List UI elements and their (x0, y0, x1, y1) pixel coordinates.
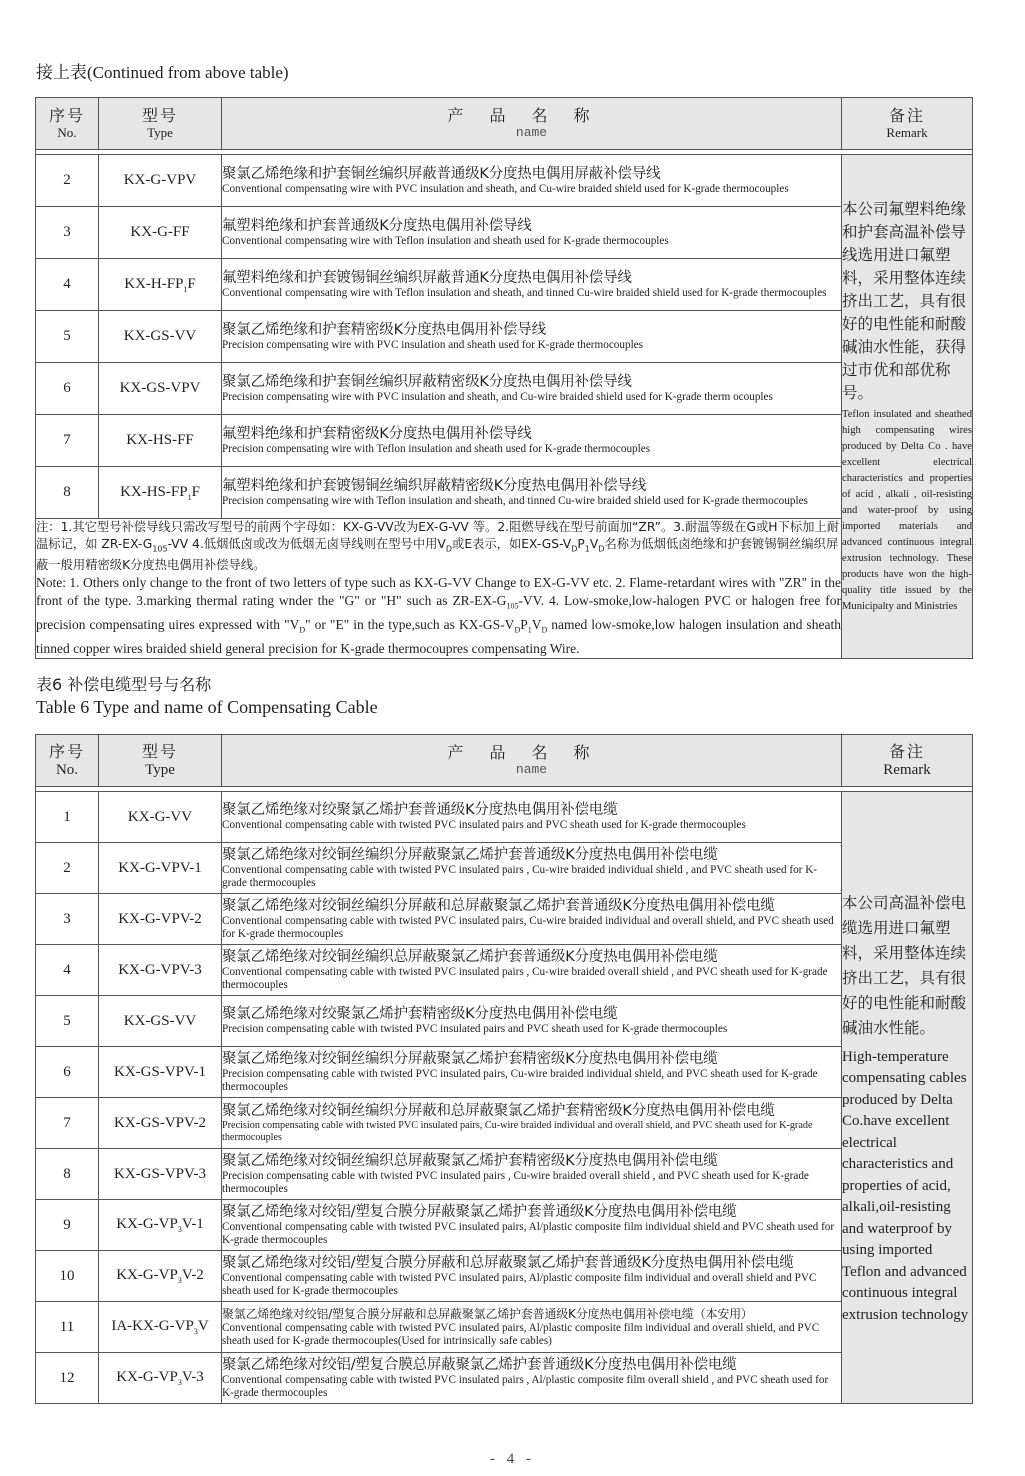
table6-title-en: Table 6 Type and name of Compensating Cable (36, 697, 378, 717)
remark-cell (842, 792, 973, 1404)
header-remark: 备注 Remark (842, 98, 973, 150)
table-row: 6 KX-GS-VPV-1 聚氯乙烯绝缘对绞铜丝编织分屏蔽聚氯乙烯护套精密级K分度热电偶用补偿电缆 Precision compensating cable with twisted PVC insulated pairs, Cu-wire braided individual shield, and PVC sheath used for K-grade thermocouples (36, 1047, 973, 1098)
page-number: - 4 - (490, 1451, 535, 1467)
table-row: 4 $KX-H-FP_1F$ 氟塑料绝缘和护套镀锡铜丝编织屏蔽普通K分度热电偶用补偿导线 Conventional compensating wire with Teflon insulation and sheath, and tinned Cu-wire braided shield used for K-grade thermocouples (36, 259, 973, 311)
table-row: 10 $KX-G-VP_3V-2$ 聚氯乙烯绝缘对绞铝/塑复合膜分屏蔽和总屏蔽聚氯乙烯护套普通级K分度热电偶用补偿电缆 Conventional compensating cable with twisted PVC insulated pairs, Al/plastic composite film individual and overall shield and PVC sheath used for K-grade thermocouples (36, 1251, 973, 1302)
type-with-subscript: $KX-HS-FP_1F$ (99, 467, 222, 519)
table-header (36, 735, 973, 787)
remark-zh: 本公司高温补偿电缆选用进口氟塑料，采用整体连续挤出工艺，具有很好的电性能和耐酸碱油水性能。 (842, 893, 967, 1037)
header-remark: 备注 Remark (842, 735, 973, 787)
type-with-subscript: $KX-H-FP_1F$ (99, 259, 222, 311)
table-note (36, 519, 842, 659)
type-with-subscript: $KX-G-VP_3V-3$ (99, 1353, 222, 1404)
remark-en: High-temperature compensating cables produced by Delta Co.have excellent electrical characteristics and properties of acid, alkali,oil-resisting and waterproof by using imported Teflon and advanced continuous integral extrusion technology (842, 1048, 969, 1323)
remark-en: Teflon insulated and sheathed high compensating wires produced by Delta Co . have excellent electrical characteristics and properties of acid , alkali , oil-resisting and water-proof by using imported materials and advanced continuous integral extrusion technology. These products have won the high-quality title issued by the Municipalty and Ministries (842, 408, 972, 612)
header-type: 型号 Type (99, 98, 222, 150)
table-header (36, 98, 973, 150)
header-no: 序号 No. (36, 735, 99, 787)
type-with-subscript: $IA-KX-G-VP_3V$ (99, 1302, 222, 1353)
header-name: 产品名称 name (222, 735, 842, 787)
note-zh: 注：1.其它型号补偿导线只需改写型号的前两个字母如：KX-G-VV改为EX-G-VV 等。2.阻燃导线在型号前面加“ZR”。3.耐温等级在G或H下标加上耐温标记，如 $ZR-EX-G_{105}-VV$ 4.低烟低卤或改为低烟无卤导线则在型号中用$V_D$或E表示，如$EX-GS-V_DP_1V_D$名称为低烟低卤绝缘和护套镀锡铜丝编织屏蔽一般用精密级K分度热电偶用补偿导线。 (36, 520, 840, 573)
table-row: 12 $KX-G-VP_3V-3$ 聚氯乙烯绝缘对绞铝/塑复合膜总屏蔽聚氯乙烯护套普通级K分度热电偶用补偿电缆 Conventional compensating cable with twisted PVC insulated pairs , Al/plastic composite film overall shield , and PVC sheath used for K-grade thermocouples (36, 1353, 973, 1404)
table-row: 3 KX-G-VPV-2 聚氯乙烯绝缘对绞铜丝编织分屏蔽和总屏蔽聚氯乙烯护套普通级K分度热电偶用补偿电缆 Conventional compensating cable with twisted PVC insulated pairs, Cu-wire braided individual and overall shield, and PVC sheath used for K-grade thermocouples (36, 894, 973, 945)
table-6 (35, 734, 973, 1404)
table-row: 6 KX-GS-VPV 聚氯乙烯绝缘和护套铜丝编织屏蔽精密级K分度热电偶用补偿导线 Precision compensating wire with PVC insulation and sheath, and Cu-wire braided shield used for K-grade therm ocouples (36, 363, 973, 415)
table-row: 2 KX-G-VPV-1 聚氯乙烯绝缘对绞铜丝编织分屏蔽聚氯乙烯护套普通级K分度热电偶用补偿电缆 Conventional compensating cable with twisted PVC insulated pairs , Cu-wire braided individual shield , and PVC sheath used for K-grade thermocouples (36, 843, 973, 894)
table-row: 8 $KX-HS-FP_1F$ 氟塑料绝缘和护套镀锡铜丝编织屏蔽精密级K分度热电偶用补偿导线 Precision compensating wire with Teflon insulation and sheath, and tinned Cu-wire braided shield used for K-grade thermocouples (36, 467, 973, 519)
table-row: 5 KX-GS-VV 聚氯乙烯绝缘对绞聚氯乙烯护套精密级K分度热电偶用补偿电缆 Precision compensating cable with twisted PVC insulated pairs and PVC sheath used for K-grade thermocouples (36, 996, 973, 1047)
table6-title-zh: 表6 补偿电缆型号与名称 (36, 675, 212, 694)
table-row: 2 KX-G-VPV 聚氯乙烯绝缘和护套铜丝编织屏蔽普通级K分度热电偶用屏蔽补偿导线 Conventional compensating wire with PVC insulation and sheath, and Cu-wire braided shield used for K-grade thermocouples 本公司氟塑料绝缘和护套高温补偿导线选用进口氟塑料，采用整体连续挤出工艺，具有很好的电性能和耐酸碱油水性能，获得过市优和部优称号。 Teflon insulated and sheathed high compensating wires produced by Delta Co . have excellent electrical characteristics and properties of acid , alkali , oil-resisting and water-proof by using imported materials and advanced continuous integral extrusion technology. These products have won the high-quality title issued by the Municipalty and Ministries (36, 155, 973, 207)
table-row: 5 KX-GS-VV 聚氯乙烯绝缘和护套精密级K分度热电偶用补偿导线 Precision compensating wire with PVC insulation and sheath used for K-grade thermocouples (36, 311, 973, 363)
table-row: 11 $IA-KX-G-VP_3V$ 聚氯乙烯绝缘对绞铝/塑复合膜分屏蔽和总屏蔽聚氯乙烯护套普通级K分度热电偶用补偿电缆（本安用） Conventional compensating cable with twisted PVC insulated pairs, Al/plastic composite film individual and overall shield, and PVC sheath used for K-grade thermocouples(Used for intrinsically safe cables) (36, 1302, 973, 1353)
remark-zh: 本公司氟塑料绝缘和护套高温补偿导线选用进口氟塑料，采用整体连续挤出工艺，具有很好的电性能和耐酸碱油水性能，获得过市优和部优称号。 (842, 199, 967, 402)
table-row: 1 KX-G-VV 聚氯乙烯绝缘对绞聚氯乙烯护套普通级K分度热电偶用补偿电缆 Conventional compensating cable with twisted PVC insulated pairs and PVC sheath used for K-grade thermocouples 本公司高温补偿电缆选用进口氟塑料，采用整体连续挤出工艺，具有很好的电性能和耐酸碱油水性能。 High-temperature compensating cables produced by Delta Co.have excellent electrical characteristics and properties of acid, alkali,oil-resisting and waterproof by using imported Teflon and advanced continuous integral extrusion technology (36, 792, 973, 843)
note-en: Note: 1. Others only change to the front of two letters of type such as KX-G-VV Change to EX-G-VV etc. 2. Flame-retardant wires with "ZR" in the front of the type. 3.marking thermal rating wnder the "G" or "H" such as $ZR-EX-G_{105}-VV$. 4. Low-smoke,low-halogen PVC or halogen free for precision compensating uires expressed with "$V_D$" or "E" in the type,such as $KX-GS-V_DP_1V_D$ named low-smoke,low halogen insulation and sheath tinned copper wires braided shield general precision for K-grade thermocoupres compensating Wire. (36, 575, 841, 656)
table-row: 8 KX-GS-VPV-3 聚氯乙烯绝缘对绞铜丝编织总屏蔽聚氯乙烯护套精密级K分度热电偶用补偿电缆 Precision compensating cable with twisted PVC insulated pairs , Cu-wire braided overall shield , and PVC sheath used for K-grade thermocouples (36, 1149, 973, 1200)
continued-caption: 接上表(Continued from above table) (36, 63, 289, 82)
note-row (36, 519, 973, 659)
header-no: 序号 No. (36, 98, 99, 150)
type-with-subscript: $KX-G-VP_3V-1$ (99, 1200, 222, 1251)
remark-cell (842, 155, 973, 659)
header-name: 产品名称 name (222, 98, 842, 150)
header-type: 型号 Type (99, 735, 222, 787)
table-row: 7 KX-GS-VPV-2 聚氯乙烯绝缘对绞铜丝编织分屏蔽和总屏蔽聚氯乙烯护套精密级K分度热电偶用补偿电缆 Precision compensating cable with twisted PVC insulated pairs, Cu-wire braided individual and overall shield, and PVC sheath used for K-grade thermocouples (36, 1098, 973, 1149)
table-row: 9 $KX-G-VP_3V-1$ 聚氯乙烯绝缘对绞铝/塑复合膜分屏蔽聚氯乙烯护套普通级K分度热电偶用补偿电缆 Conventional compensating cable with twisted PVC insulated pairs, Al/plastic composite film individual shield and PVC sheath used for K-grade thermocouples (36, 1200, 973, 1251)
table-row: 4 KX-G-VPV-3 聚氯乙烯绝缘对绞铜丝编织总屏蔽聚氯乙烯护套普通级K分度热电偶用补偿电缆 Conventional compensating cable with twisted PVC insulated pairs , Cu-wire braided overall shield , and PVC sheath used for K-grade thermocouples (36, 945, 973, 996)
type-with-subscript: $KX-G-VP_3V-2$ (99, 1251, 222, 1302)
table-row: 7 KX-HS-FF 氟塑料绝缘和护套精密级K分度热电偶用补偿导线 Precision compensating wire with Teflon insulation and sheath used for K-grade thermocouples (36, 415, 973, 467)
table-5-continued (35, 97, 973, 659)
table-row: 3 KX-G-FF 氟塑料绝缘和护套普通级K分度热电偶用补偿导线 Conventional compensating wire with Teflon insulation and sheath used for K-grade thermocouples (36, 207, 973, 259)
